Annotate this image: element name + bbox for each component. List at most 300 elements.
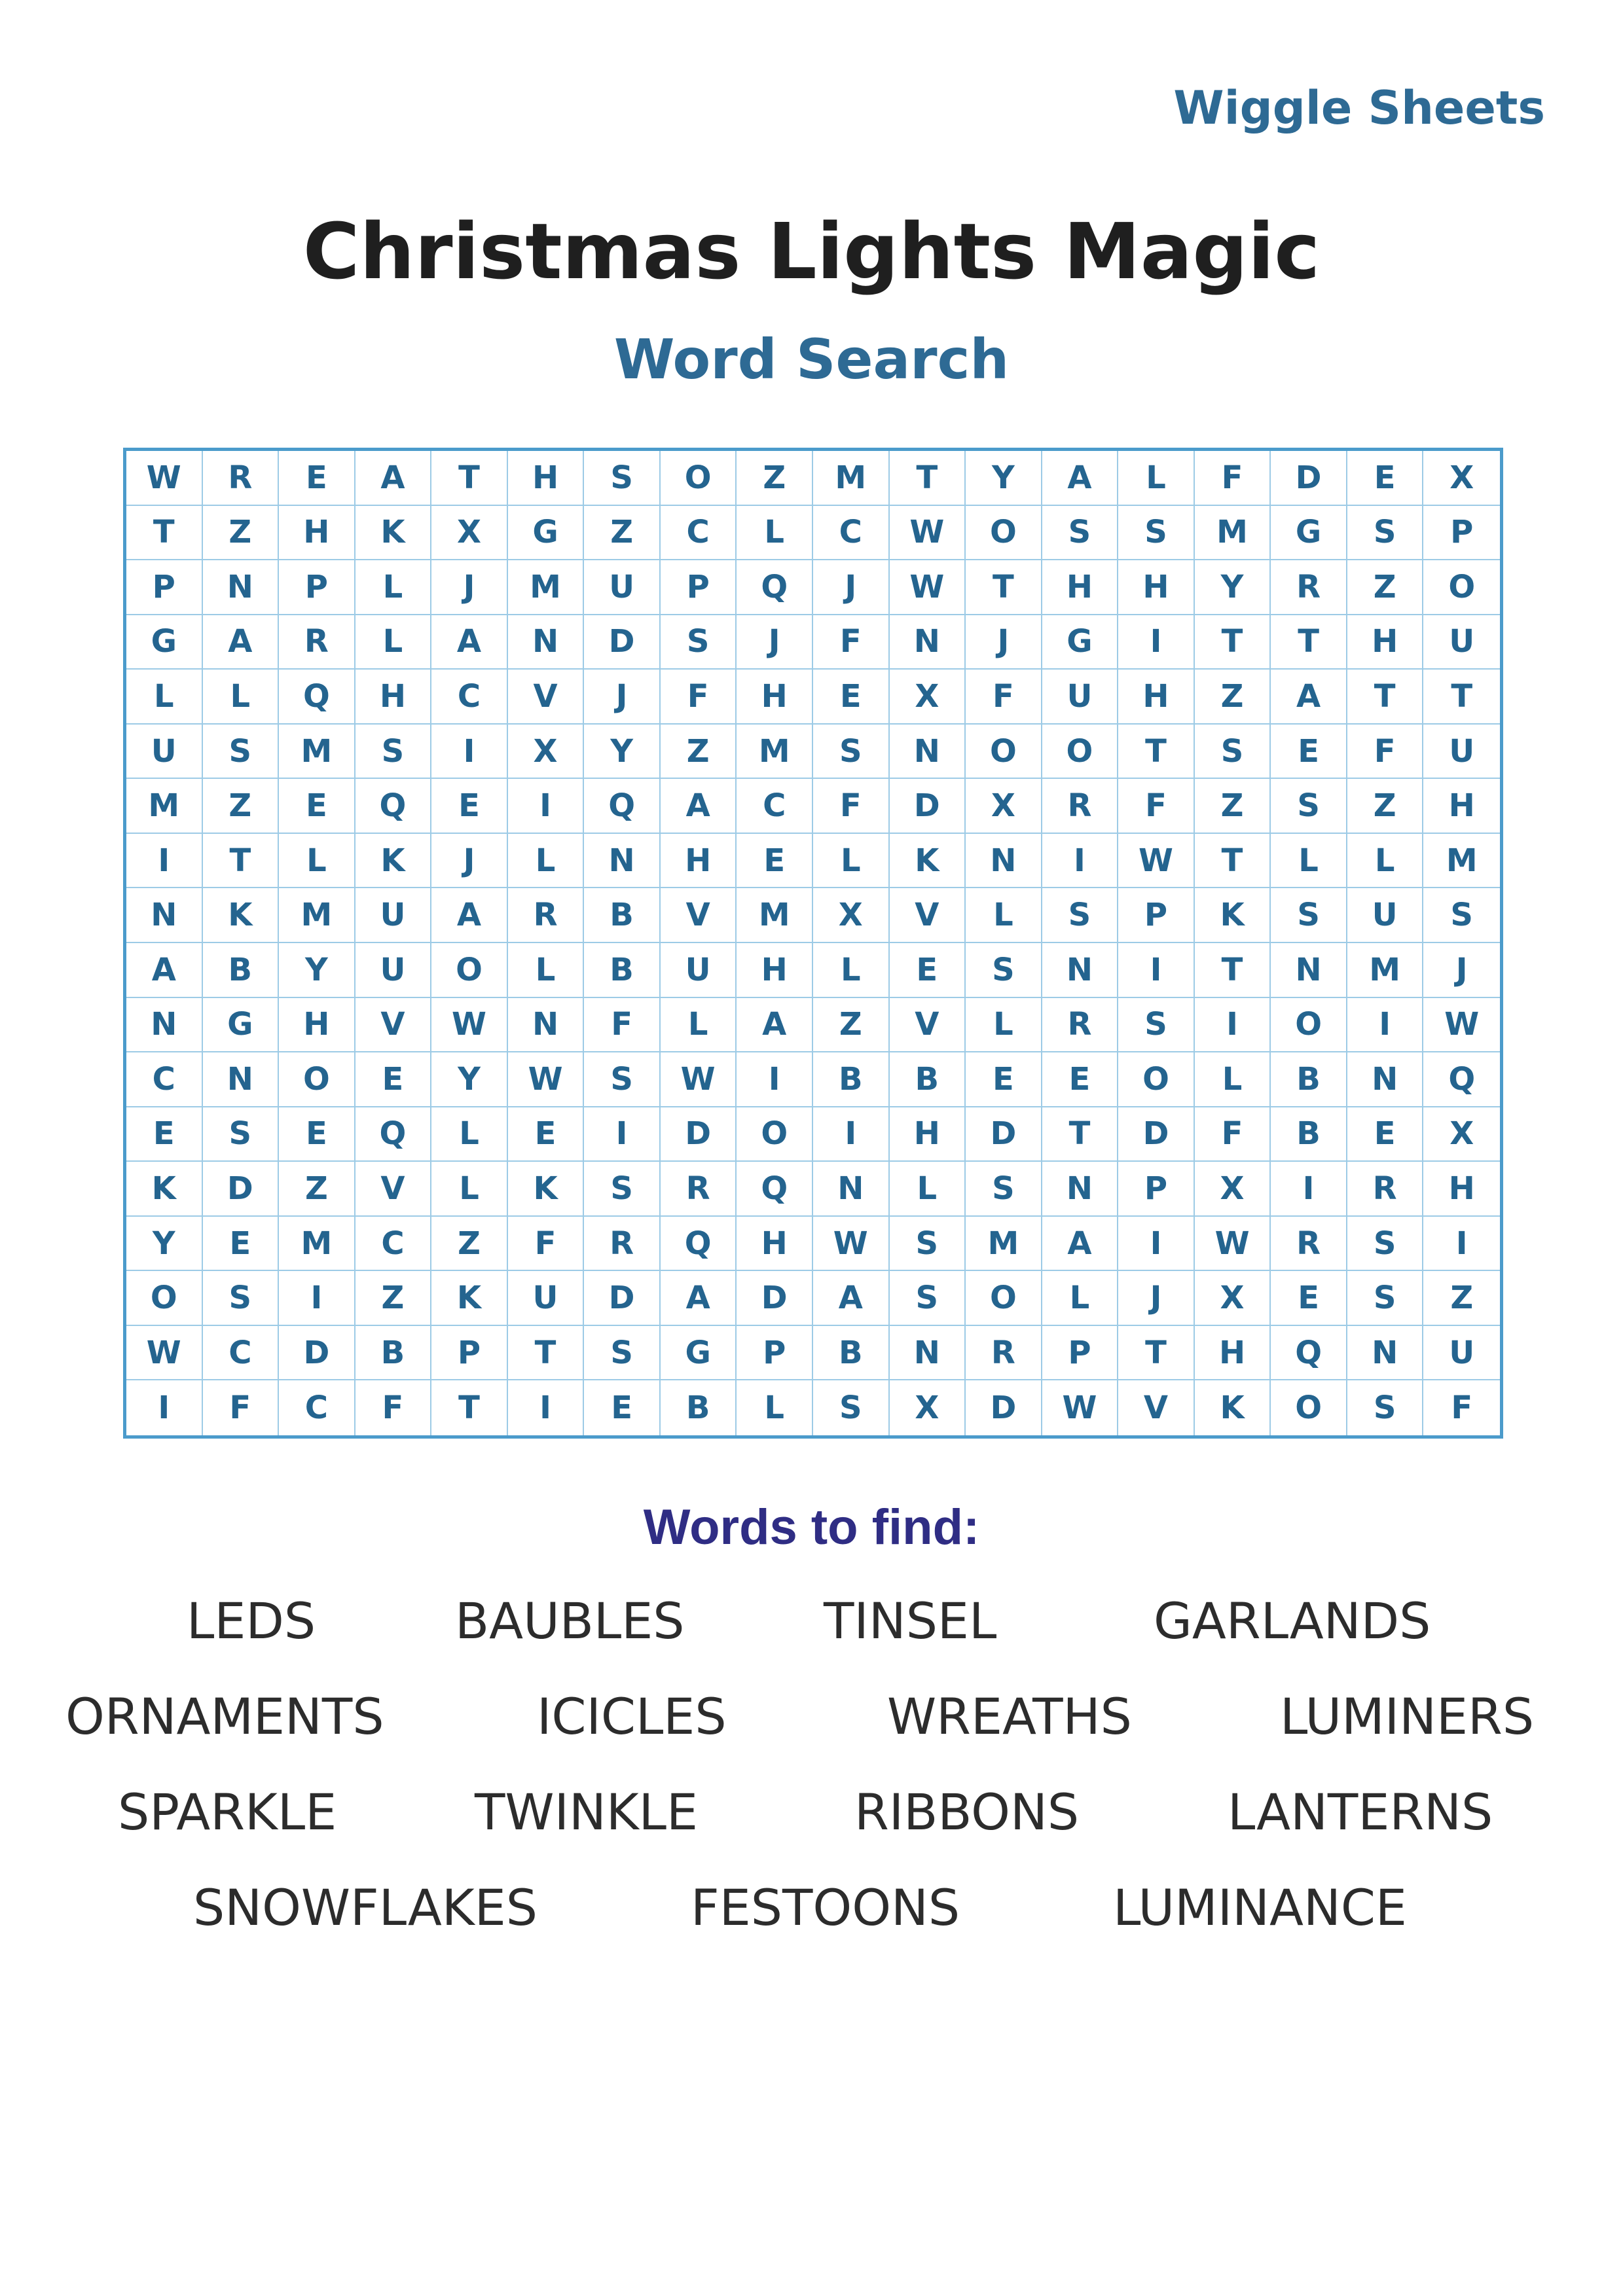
grid-cell[interactable]: S [203, 1107, 280, 1162]
grid-cell[interactable]: N [813, 1162, 890, 1217]
grid-cell[interactable]: F [813, 779, 890, 834]
grid-cell[interactable]: Q [584, 779, 661, 834]
grid-cell[interactable]: Z [1195, 670, 1271, 725]
grid-cell[interactable]: I [1118, 615, 1195, 670]
grid-cell[interactable]: H [279, 506, 356, 561]
grid-cell[interactable]: X [890, 670, 966, 725]
grid-cell[interactable]: E [1271, 1271, 1347, 1326]
grid-cell[interactable]: P [1118, 888, 1195, 943]
grid-cell[interactable]: E [431, 779, 508, 834]
grid-cell[interactable]: T [1347, 670, 1424, 725]
grid-cell[interactable]: T [431, 451, 508, 506]
grid-cell[interactable]: M [126, 779, 203, 834]
grid-cell[interactable]: R [1042, 779, 1119, 834]
grid-cell[interactable]: B [584, 888, 661, 943]
grid-cell[interactable]: I [126, 834, 203, 889]
grid-cell[interactable]: E [279, 451, 356, 506]
grid-cell[interactable]: W [126, 451, 203, 506]
grid-cell[interactable]: I [431, 725, 508, 780]
grid-cell[interactable]: A [203, 615, 280, 670]
grid-cell[interactable]: Q [661, 1217, 737, 1272]
grid-cell[interactable]: Y [126, 1217, 203, 1272]
grid-cell[interactable]: T [1042, 1107, 1119, 1162]
grid-cell[interactable]: J [737, 615, 813, 670]
grid-cell[interactable]: V [1118, 1380, 1195, 1435]
grid-cell[interactable]: I [279, 1271, 356, 1326]
grid-cell[interactable]: N [126, 888, 203, 943]
grid-cell[interactable]: L [508, 943, 585, 998]
grid-cell[interactable]: Z [661, 725, 737, 780]
grid-cell[interactable]: S [356, 725, 432, 780]
grid-cell[interactable]: I [813, 1107, 890, 1162]
grid-cell[interactable]: Z [1423, 1271, 1500, 1326]
grid-cell[interactable]: O [966, 506, 1042, 561]
grid-cell[interactable]: S [1042, 888, 1119, 943]
grid-cell[interactable]: H [737, 670, 813, 725]
grid-cell[interactable]: G [1271, 506, 1347, 561]
grid-cell[interactable]: S [1347, 1217, 1424, 1272]
grid-cell[interactable]: B [203, 943, 280, 998]
grid-cell[interactable]: W [1195, 1217, 1271, 1272]
grid-cell[interactable]: H [890, 1107, 966, 1162]
grid-cell[interactable]: S [203, 725, 280, 780]
grid-cell[interactable]: Y [966, 451, 1042, 506]
grid-cell[interactable]: E [584, 1380, 661, 1435]
grid-cell[interactable]: L [661, 998, 737, 1053]
grid-cell[interactable]: H [1423, 1162, 1500, 1217]
grid-cell[interactable]: L [356, 560, 432, 615]
grid-cell[interactable]: T [1118, 725, 1195, 780]
grid-cell[interactable]: M [737, 888, 813, 943]
grid-cell[interactable]: E [508, 1107, 585, 1162]
grid-cell[interactable]: E [203, 1217, 280, 1272]
grid-cell[interactable]: Z [584, 506, 661, 561]
grid-cell[interactable]: C [126, 1052, 203, 1107]
grid-cell[interactable]: A [431, 615, 508, 670]
grid-cell[interactable]: N [890, 615, 966, 670]
grid-cell[interactable]: N [1042, 943, 1119, 998]
grid-cell[interactable]: Z [737, 451, 813, 506]
grid-cell[interactable]: A [737, 998, 813, 1053]
grid-cell[interactable]: E [813, 670, 890, 725]
grid-cell[interactable]: G [203, 998, 280, 1053]
grid-cell[interactable]: N [126, 998, 203, 1053]
grid-cell[interactable]: S [1118, 998, 1195, 1053]
grid-cell[interactable]: X [813, 888, 890, 943]
grid-cell[interactable]: W [813, 1217, 890, 1272]
grid-cell[interactable]: N [1042, 1162, 1119, 1217]
grid-cell[interactable]: L [1042, 1271, 1119, 1326]
grid-cell[interactable]: B [1271, 1107, 1347, 1162]
grid-cell[interactable]: E [279, 779, 356, 834]
grid-cell[interactable]: L [1347, 834, 1424, 889]
grid-cell[interactable]: S [813, 1380, 890, 1435]
grid-cell[interactable]: G [1042, 615, 1119, 670]
grid-cell[interactable]: L [126, 670, 203, 725]
grid-cell[interactable]: J [431, 560, 508, 615]
grid-cell[interactable]: L [356, 615, 432, 670]
grid-cell[interactable]: C [737, 779, 813, 834]
grid-cell[interactable]: V [508, 670, 585, 725]
grid-cell[interactable]: N [508, 998, 585, 1053]
grid-cell[interactable]: W [126, 1326, 203, 1381]
grid-cell[interactable]: I [1271, 1162, 1347, 1217]
grid-cell[interactable]: P [126, 560, 203, 615]
grid-cell[interactable]: U [661, 943, 737, 998]
grid-cell[interactable]: Q [356, 779, 432, 834]
grid-cell[interactable]: O [1271, 998, 1347, 1053]
grid-cell[interactable]: H [1042, 560, 1119, 615]
grid-cell[interactable]: D [966, 1107, 1042, 1162]
grid-cell[interactable]: N [890, 1326, 966, 1381]
grid-cell[interactable]: V [890, 998, 966, 1053]
grid-cell[interactable]: J [1118, 1271, 1195, 1326]
grid-cell[interactable]: S [1271, 888, 1347, 943]
grid-cell[interactable]: O [1271, 1380, 1347, 1435]
grid-cell[interactable]: G [661, 1326, 737, 1381]
grid-cell[interactable]: H [737, 1217, 813, 1272]
grid-cell[interactable]: B [1271, 1052, 1347, 1107]
grid-cell[interactable]: F [813, 615, 890, 670]
grid-cell[interactable]: Q [1271, 1326, 1347, 1381]
grid-cell[interactable]: F [203, 1380, 280, 1435]
grid-cell[interactable]: K [356, 506, 432, 561]
grid-cell[interactable]: V [356, 998, 432, 1053]
grid-cell[interactable]: N [508, 615, 585, 670]
grid-cell[interactable]: F [356, 1380, 432, 1435]
grid-cell[interactable]: H [737, 943, 813, 998]
grid-cell[interactable]: S [584, 451, 661, 506]
grid-cell[interactable]: M [737, 725, 813, 780]
grid-cell[interactable]: G [508, 506, 585, 561]
grid-cell[interactable]: M [813, 451, 890, 506]
grid-cell[interactable]: E [1347, 451, 1424, 506]
grid-cell[interactable]: V [890, 888, 966, 943]
grid-cell[interactable]: T [431, 1380, 508, 1435]
grid-cell[interactable]: Z [1347, 560, 1424, 615]
grid-cell[interactable]: S [1347, 506, 1424, 561]
grid-cell[interactable]: R [661, 1162, 737, 1217]
grid-cell[interactable]: I [584, 1107, 661, 1162]
grid-cell[interactable]: E [279, 1107, 356, 1162]
grid-cell[interactable]: D [584, 615, 661, 670]
grid-cell[interactable]: C [203, 1326, 280, 1381]
grid-cell[interactable]: C [279, 1380, 356, 1435]
grid-cell[interactable]: E [890, 943, 966, 998]
grid-cell[interactable]: U [508, 1271, 585, 1326]
grid-cell[interactable]: H [508, 451, 585, 506]
grid-cell[interactable]: L [890, 1162, 966, 1217]
grid-cell[interactable]: L [813, 834, 890, 889]
grid-cell[interactable]: R [1271, 560, 1347, 615]
grid-cell[interactable]: K [890, 834, 966, 889]
grid-cell[interactable]: X [966, 779, 1042, 834]
grid-cell[interactable]: T [126, 506, 203, 561]
grid-cell[interactable]: T [1195, 834, 1271, 889]
grid-cell[interactable]: K [1195, 888, 1271, 943]
grid-cell[interactable]: L [431, 1107, 508, 1162]
grid-cell[interactable]: E [1271, 725, 1347, 780]
grid-cell[interactable]: Y [431, 1052, 508, 1107]
grid-cell[interactable]: O [431, 943, 508, 998]
grid-cell[interactable]: H [1195, 1326, 1271, 1381]
grid-cell[interactable]: L [737, 1380, 813, 1435]
grid-cell[interactable]: S [1347, 1271, 1424, 1326]
grid-cell[interactable]: R [966, 1326, 1042, 1381]
grid-cell[interactable]: H [1423, 779, 1500, 834]
grid-cell[interactable]: W [661, 1052, 737, 1107]
grid-cell[interactable]: H [1118, 670, 1195, 725]
grid-cell[interactable]: W [1042, 1380, 1119, 1435]
grid-cell[interactable]: L [1118, 451, 1195, 506]
grid-cell[interactable]: F [966, 670, 1042, 725]
grid-cell[interactable]: K [126, 1162, 203, 1217]
grid-cell[interactable]: M [1347, 943, 1424, 998]
grid-cell[interactable]: S [813, 725, 890, 780]
grid-cell[interactable]: S [1195, 725, 1271, 780]
grid-cell[interactable]: W [508, 1052, 585, 1107]
grid-cell[interactable]: O [661, 451, 737, 506]
grid-cell[interactable]: O [966, 725, 1042, 780]
grid-cell[interactable]: F [1118, 779, 1195, 834]
grid-cell[interactable]: Z [203, 779, 280, 834]
grid-cell[interactable]: O [1118, 1052, 1195, 1107]
grid-cell[interactable]: K [203, 888, 280, 943]
grid-cell[interactable]: P [1042, 1326, 1119, 1381]
grid-cell[interactable]: M [279, 888, 356, 943]
grid-cell[interactable]: F [1195, 1107, 1271, 1162]
grid-cell[interactable]: U [1423, 1326, 1500, 1381]
grid-cell[interactable]: Z [431, 1217, 508, 1272]
grid-cell[interactable]: O [126, 1271, 203, 1326]
grid-cell[interactable]: V [356, 1162, 432, 1217]
grid-cell[interactable]: D [1118, 1107, 1195, 1162]
grid-cell[interactable]: Z [356, 1271, 432, 1326]
grid-cell[interactable]: E [1347, 1107, 1424, 1162]
grid-cell[interactable]: O [1042, 725, 1119, 780]
grid-cell[interactable]: T [1195, 615, 1271, 670]
grid-cell[interactable]: Z [1347, 779, 1424, 834]
grid-cell[interactable]: L [508, 834, 585, 889]
grid-cell[interactable]: C [813, 506, 890, 561]
grid-cell[interactable]: S [1271, 779, 1347, 834]
grid-cell[interactable]: U [126, 725, 203, 780]
grid-cell[interactable]: I [1347, 998, 1424, 1053]
grid-cell[interactable]: Q [737, 560, 813, 615]
grid-cell[interactable]: A [1042, 1217, 1119, 1272]
grid-cell[interactable]: Z [813, 998, 890, 1053]
grid-cell[interactable]: Q [279, 670, 356, 725]
grid-cell[interactable]: X [1195, 1162, 1271, 1217]
grid-cell[interactable]: F [661, 670, 737, 725]
grid-cell[interactable]: J [584, 670, 661, 725]
grid-cell[interactable]: J [813, 560, 890, 615]
grid-cell[interactable]: T [1423, 670, 1500, 725]
grid-cell[interactable]: H [279, 998, 356, 1053]
grid-cell[interactable]: S [890, 1271, 966, 1326]
grid-cell[interactable]: O [1423, 560, 1500, 615]
grid-cell[interactable]: M [279, 1217, 356, 1272]
grid-cell[interactable]: R [279, 615, 356, 670]
grid-cell[interactable]: Q [356, 1107, 432, 1162]
grid-cell[interactable]: U [1423, 725, 1500, 780]
grid-cell[interactable]: D [1271, 451, 1347, 506]
grid-cell[interactable]: H [1347, 615, 1424, 670]
grid-cell[interactable]: R [1271, 1217, 1347, 1272]
grid-cell[interactable]: P [661, 560, 737, 615]
grid-cell[interactable]: S [966, 943, 1042, 998]
grid-cell[interactable]: L [279, 834, 356, 889]
grid-cell[interactable]: M [1195, 506, 1271, 561]
grid-cell[interactable]: D [737, 1271, 813, 1326]
grid-cell[interactable]: L [966, 888, 1042, 943]
grid-cell[interactable]: T [966, 560, 1042, 615]
grid-cell[interactable]: H [1118, 560, 1195, 615]
grid-cell[interactable]: N [966, 834, 1042, 889]
grid-cell[interactable]: U [356, 943, 432, 998]
grid-cell[interactable]: T [1118, 1326, 1195, 1381]
grid-cell[interactable]: I [1042, 834, 1119, 889]
grid-cell[interactable]: N [1347, 1326, 1424, 1381]
grid-cell[interactable]: Z [279, 1162, 356, 1217]
grid-cell[interactable]: S [966, 1162, 1042, 1217]
grid-cell[interactable]: F [508, 1217, 585, 1272]
grid-cell[interactable]: T [890, 451, 966, 506]
grid-cell[interactable]: L [966, 998, 1042, 1053]
grid-cell[interactable]: A [356, 451, 432, 506]
grid-cell[interactable]: B [661, 1380, 737, 1435]
grid-cell[interactable]: F [1195, 451, 1271, 506]
grid-cell[interactable]: W [431, 998, 508, 1053]
grid-cell[interactable]: E [737, 834, 813, 889]
grid-cell[interactable]: W [890, 506, 966, 561]
grid-cell[interactable]: B [813, 1052, 890, 1107]
grid-cell[interactable]: X [1423, 1107, 1500, 1162]
grid-cell[interactable]: S [1118, 506, 1195, 561]
grid-cell[interactable]: J [1423, 943, 1500, 998]
grid-cell[interactable]: T [508, 1326, 585, 1381]
grid-cell[interactable]: I [508, 779, 585, 834]
grid-cell[interactable]: A [431, 888, 508, 943]
grid-cell[interactable]: L [813, 943, 890, 998]
grid-cell[interactable]: D [584, 1271, 661, 1326]
grid-cell[interactable]: R [203, 451, 280, 506]
grid-cell[interactable]: N [584, 834, 661, 889]
grid-cell[interactable]: A [661, 779, 737, 834]
grid-cell[interactable]: N [203, 560, 280, 615]
grid-cell[interactable]: I [737, 1052, 813, 1107]
grid-cell[interactable]: S [203, 1271, 280, 1326]
grid-cell[interactable]: S [1347, 1380, 1424, 1435]
grid-cell[interactable]: S [1042, 506, 1119, 561]
grid-cell[interactable]: D [661, 1107, 737, 1162]
grid-cell[interactable]: B [584, 943, 661, 998]
grid-cell[interactable]: L [431, 1162, 508, 1217]
grid-cell[interactable]: M [1423, 834, 1500, 889]
grid-cell[interactable]: T [1271, 615, 1347, 670]
grid-cell[interactable]: F [1451, 1390, 1473, 1427]
grid-cell[interactable]: S [661, 615, 737, 670]
grid-cell[interactable]: C [356, 1217, 432, 1272]
grid-cell[interactable]: I [1118, 1217, 1195, 1272]
grid-cell[interactable]: Z [203, 506, 280, 561]
grid-cell[interactable]: V [661, 888, 737, 943]
grid-cell[interactable]: M [508, 560, 585, 615]
grid-cell[interactable]: C [431, 670, 508, 725]
grid-cell[interactable]: N [890, 725, 966, 780]
grid-cell[interactable]: X [890, 1380, 966, 1435]
grid-cell[interactable]: R [1347, 1162, 1424, 1217]
grid-cell[interactable]: C [661, 506, 737, 561]
grid-cell[interactable]: S [584, 1052, 661, 1107]
grid-cell[interactable]: D [890, 779, 966, 834]
grid-cell[interactable]: U [1042, 670, 1119, 725]
grid-cell[interactable]: K [431, 1271, 508, 1326]
grid-cell[interactable]: F [1347, 725, 1424, 780]
grid-cell[interactable]: J [966, 615, 1042, 670]
grid-cell[interactable]: U [584, 560, 661, 615]
grid-cell[interactable]: H [661, 834, 737, 889]
grid-cell[interactable]: H [356, 670, 432, 725]
grid-cell[interactable]: B [890, 1052, 966, 1107]
grid-cell[interactable]: S [1423, 888, 1500, 943]
grid-cell[interactable]: K [1195, 1380, 1271, 1435]
grid-cell[interactable]: W [1423, 998, 1500, 1053]
grid-cell[interactable]: A [1271, 670, 1347, 725]
grid-cell[interactable]: R [508, 888, 585, 943]
grid-cell[interactable]: A [126, 943, 203, 998]
grid-cell[interactable]: D [203, 1162, 280, 1217]
grid-cell[interactable]: O [279, 1052, 356, 1107]
grid-cell[interactable]: W [1118, 834, 1195, 889]
grid-cell[interactable]: I [1195, 998, 1271, 1053]
grid-cell[interactable]: K [356, 834, 432, 889]
grid-cell[interactable]: U [356, 888, 432, 943]
grid-cell[interactable]: Y [279, 943, 356, 998]
grid-cell[interactable]: Y [1195, 560, 1271, 615]
grid-cell[interactable]: E [966, 1052, 1042, 1107]
grid-cell[interactable]: F [584, 998, 661, 1053]
grid-cell[interactable]: S [890, 1217, 966, 1272]
grid-cell[interactable]: L [203, 670, 280, 725]
grid-cell[interactable]: N [203, 1052, 280, 1107]
grid-cell[interactable]: I [1423, 1217, 1500, 1272]
grid-cell[interactable]: I [1118, 943, 1195, 998]
grid-cell[interactable]: Z [1195, 779, 1271, 834]
grid-cell[interactable]: L [737, 506, 813, 561]
grid-cell[interactable]: G [126, 615, 203, 670]
grid-cell[interactable]: N [1271, 943, 1347, 998]
grid-cell[interactable]: L [1195, 1052, 1271, 1107]
grid-cell[interactable]: A [661, 1271, 737, 1326]
grid-cell[interactable]: R [1042, 998, 1119, 1053]
grid-cell[interactable]: E [356, 1052, 432, 1107]
grid-cell[interactable]: M [279, 725, 356, 780]
grid-cell[interactable]: S [584, 1326, 661, 1381]
grid-cell[interactable]: Y [584, 725, 661, 780]
grid-cell[interactable]: A [1042, 451, 1119, 506]
grid-cell[interactable]: L [1271, 834, 1347, 889]
grid-cell[interactable]: D [279, 1326, 356, 1381]
grid-cell[interactable]: U [1347, 888, 1424, 943]
grid-cell[interactable]: I [508, 1380, 585, 1435]
grid-cell[interactable]: T [203, 834, 280, 889]
grid-cell[interactable]: O [966, 1271, 1042, 1326]
grid-cell[interactable]: N [1347, 1052, 1424, 1107]
grid-cell[interactable]: P [737, 1326, 813, 1381]
grid-cell[interactable]: E [126, 1107, 203, 1162]
grid-cell[interactable]: M [966, 1217, 1042, 1272]
